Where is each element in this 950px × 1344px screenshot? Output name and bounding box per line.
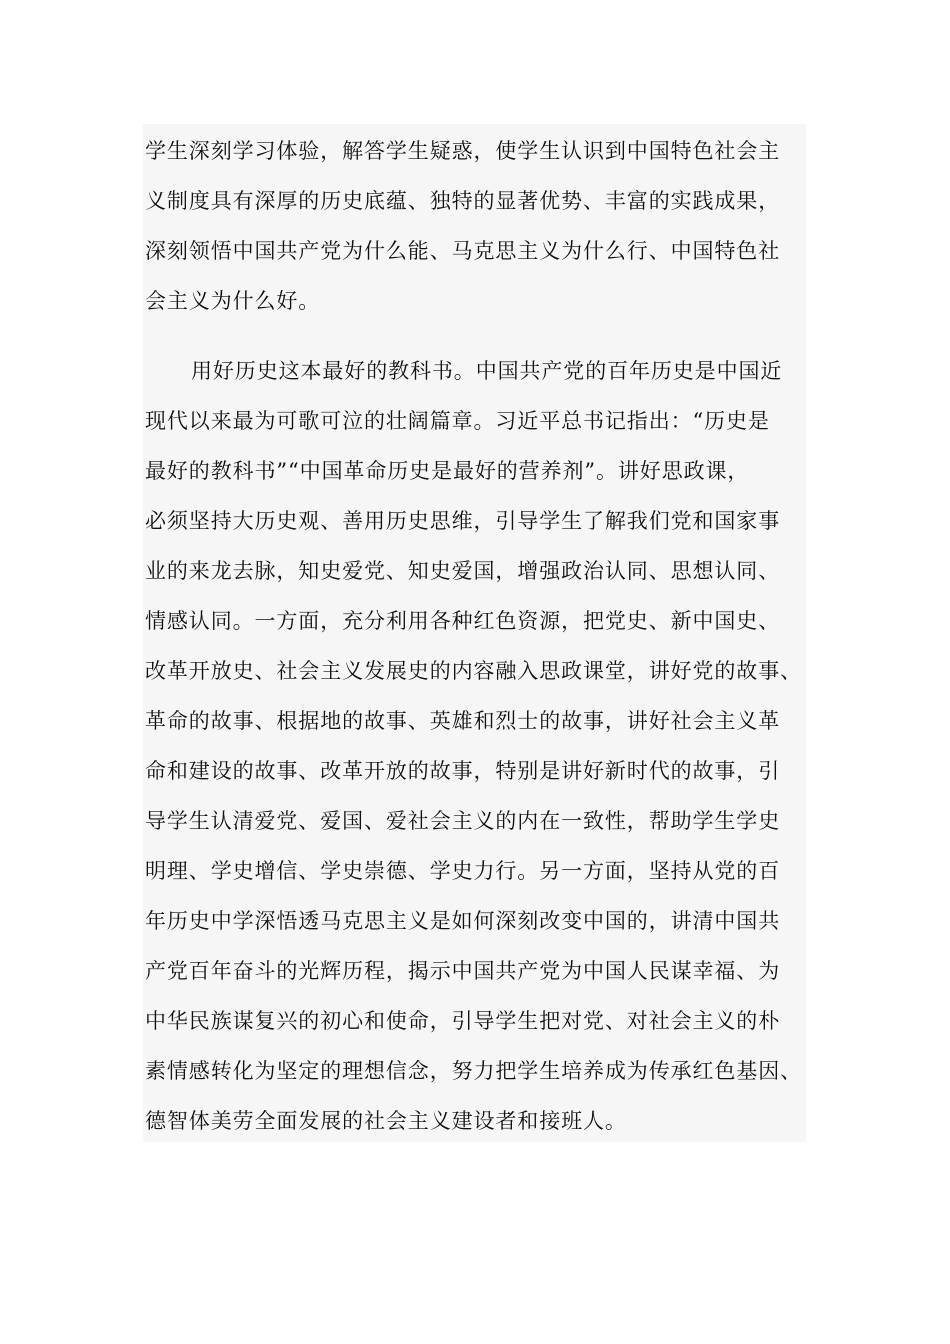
paragraph-1-line-2: 义制度具有深厚的历史底蕴、独特的显著优势、丰富的实践成果， [145, 189, 781, 213]
paragraph-1-line-3: 深刻领悟中国共产党为什么能、马克思主义为什么行、中国特色社 [145, 239, 781, 263]
paragraph-2-line-5: 业的来龙去脉，知史爱党、知史爱国，增强政治认同、思想认同、 [145, 559, 781, 583]
paragraph-2-line-4: 必须坚持大历史观、善用历史思维，引导学生了解我们党和国家事 [145, 509, 781, 533]
paragraph-2-line-7: 改革开放史、社会主义发展史的内容融入思政课堂，讲好党的故事、 [145, 659, 802, 683]
paragraph-2-line-10: 导学生认清爱党、爱国、爱社会主义的内在一致性，帮助学生学史 [145, 809, 781, 833]
paragraph-2-line-6: 情感认同。一方面，充分利用各种红色资源，把党史、新中国史、 [145, 609, 781, 633]
paragraph-2-line-1: 用好历史这本最好的教科书。中国共产党的百年历史是中国近 [191, 359, 783, 383]
paragraph-2-line-9: 命和建设的故事、改革开放的故事，特别是讲好新时代的故事，引 [145, 759, 781, 783]
paragraph-2-line-8: 革命的故事、根据地的故事、英雄和烈士的故事，讲好社会主义革 [145, 709, 781, 733]
paragraph-2-line-3: 最好的教科书”“中国革命历史是最好的营养剂”。讲好思政课， [145, 459, 750, 483]
paragraph-2-line-15: 素情感转化为坚定的理想信念，努力把学生培养成为传承红色基因、 [145, 1059, 802, 1083]
paragraph-2-line-13: 产党百年奋斗的光辉历程，揭示中国共产党为中国人民谋幸福、为 [145, 959, 781, 983]
paragraph-2-line-2: 现代以来最为可歌可泣的壮阔篇章。习近平总书记指出：“历史是 [145, 409, 770, 433]
paragraph-2-line-16: 德智体美劳全面发展的社会主义建设者和接班人。 [145, 1109, 627, 1133]
paragraph-1-line-1: 学生深刻学习体验，解答学生疑惑，使学生认识到中国特色社会主 [145, 139, 781, 163]
paragraph-2-line-12: 年历史中学深悟透马克思主义是如何深刻改变中国的，讲清中国共 [145, 909, 781, 933]
paragraph-1-line-4: 会主义为什么好。 [145, 289, 321, 313]
paragraph-2-line-14: 中华民族谋复兴的初心和使命，引导学生把对党、对社会主义的朴 [145, 1009, 781, 1033]
paragraph-2-line-11: 明理、学史增信、学史崇德、学史力行。另一方面，坚持从党的百 [145, 859, 781, 883]
